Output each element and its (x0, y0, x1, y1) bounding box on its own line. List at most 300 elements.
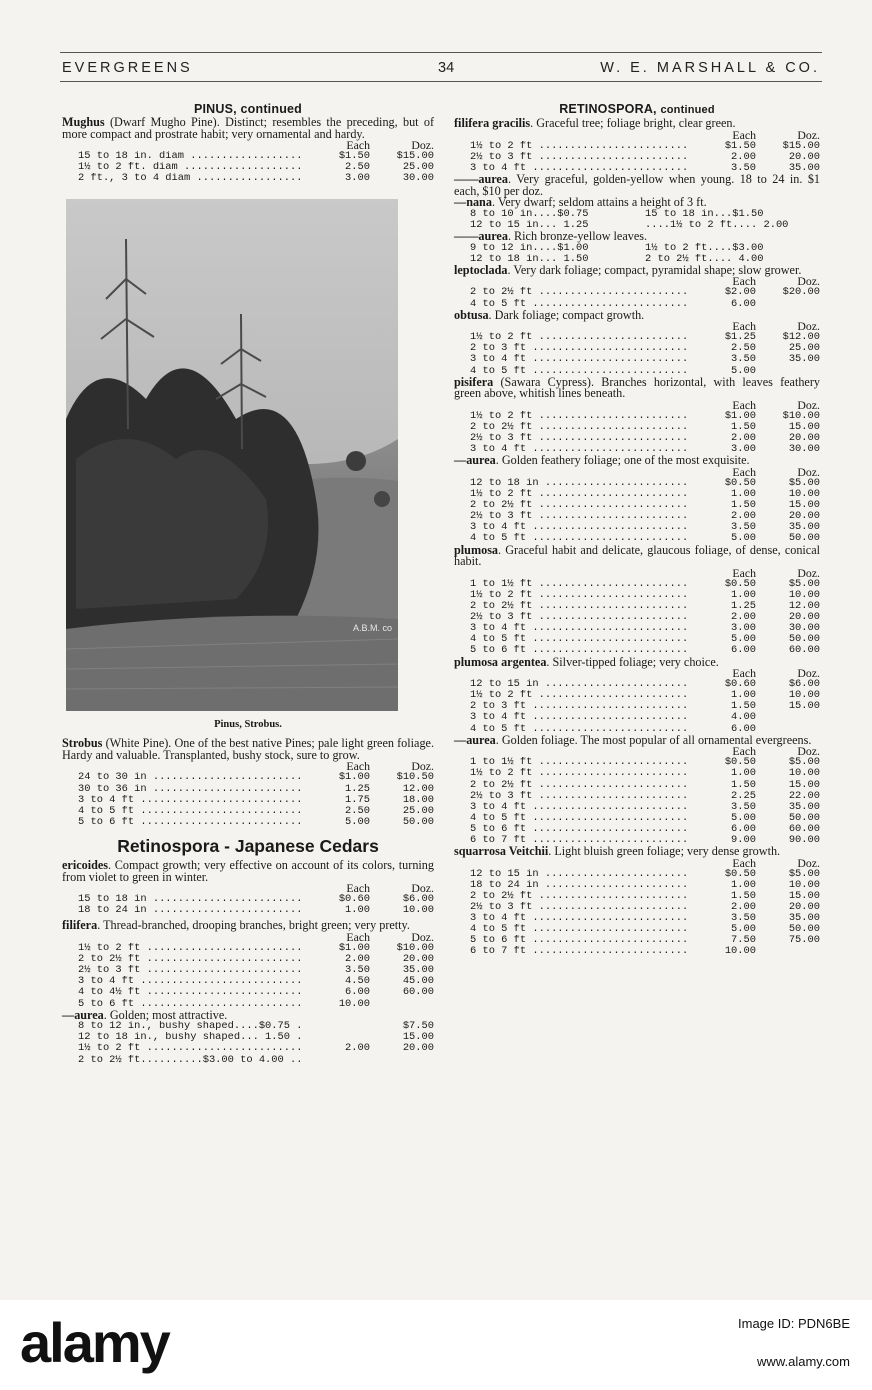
each-price: $2.00 (724, 287, 756, 299)
entry-filifera: filifera. Thread-branched, drooping branches, bright green; very pretty. (62, 918, 410, 933)
dozen-price: $20.00 (782, 287, 820, 299)
price-pair: 15 to 18 in...$1.50 (645, 208, 764, 220)
each-price: 2.00 (731, 151, 756, 163)
entry-desc: Light bluish green foliage; very dense growth. (554, 844, 781, 859)
each-price: 6.00 (731, 823, 756, 835)
size: 3 to 4 ft ..... (78, 795, 302, 806)
dozen-column-label: Doz. (411, 931, 434, 944)
size: 3 to 4 ft ..... (470, 354, 688, 365)
price-row (470, 579, 820, 590)
each-price: 6.00 (731, 298, 756, 310)
each-price: 4.00 (731, 712, 756, 724)
size: 3 to 4 ft ..... (78, 976, 302, 987)
entry-name: squarrosa Veitchii (454, 844, 549, 859)
dozen-price: 10.00 (788, 489, 820, 501)
dozen-price: 20.00 (788, 612, 820, 624)
size: 3 to 4 ft ..... (470, 913, 688, 924)
entry-desc: Golden; most attractive. (109, 1007, 228, 1022)
size: 6 to 7 ft ..... (470, 835, 688, 846)
price-row (78, 795, 434, 806)
size: 1 to 1½ ft ..... (470, 579, 688, 590)
each-price: 1.00 (345, 905, 370, 917)
each-price: 2.50 (731, 343, 756, 355)
dozen-price: 35.00 (788, 162, 820, 174)
entry-strobus (62, 738, 434, 761)
dozen-column-label: Doz. (797, 321, 820, 333)
price-row (470, 679, 820, 690)
dozen-price: $10.50 (396, 772, 434, 784)
dozen-price: 12.00 (788, 601, 820, 613)
price-row (78, 151, 434, 162)
price-row (470, 813, 820, 824)
price-row (470, 802, 820, 813)
entry-nana: —nana. Very dwarf; seldom attains a height of 3 ft. (454, 195, 707, 210)
price-pair: ....1½ to 2 ft.... 2.00 (645, 219, 789, 231)
size: 2½ to 3 ft ..... (470, 902, 688, 913)
entry-name: —aurea (454, 453, 496, 468)
each-price: 5.00 (731, 924, 756, 936)
size: 5 to 6 ft ..... (78, 999, 302, 1010)
price-row (470, 354, 820, 365)
size: 2 ft., 3 to 4 diam ..... (78, 173, 302, 184)
price-row (78, 987, 434, 998)
each-price: $1.25 (724, 332, 756, 344)
size: 4 to 5 ft ..... (470, 634, 688, 645)
each-price: 2.50 (345, 162, 370, 174)
each-price: 4.50 (345, 976, 370, 988)
price-header (470, 746, 820, 757)
price-header (470, 321, 820, 332)
each-price: 1.50 (731, 701, 756, 713)
entry-name: —aurea (62, 1007, 104, 1022)
dozen-price: 25.00 (402, 162, 434, 174)
price-row (470, 701, 820, 712)
size: 2 to 2½ ft ..... (470, 601, 688, 612)
price-header (78, 140, 434, 151)
size: 4 to 5 ft ..... (470, 924, 688, 935)
price-pair: 1½ to 2 ft....$3.00 (645, 242, 764, 254)
each-price: 2.50 (345, 805, 370, 817)
dozen-price (762, 946, 820, 957)
price-row (470, 511, 820, 522)
price-table (454, 276, 820, 309)
entry-desc: Golden feathery foliage; one of the most exquisite. (501, 453, 750, 468)
dozen-price: 30.00 (788, 623, 820, 635)
dozen-column-label: Doz. (797, 857, 820, 869)
price-row (470, 791, 820, 802)
size: 1 to 1½ ft ..... (470, 757, 688, 768)
dozen-price: 35.00 (788, 522, 820, 534)
size-column-label (470, 321, 688, 332)
entry-desc: (Dwarf Mugho Pine). Distinct; resembles the preceding, but of more compact and prostrate habit; very ornamental and hardy. (62, 115, 435, 141)
each-column-label: Each (732, 399, 756, 411)
stock-footer (0, 1300, 872, 1390)
price-row (470, 522, 820, 533)
each-column-label: Each (732, 746, 756, 758)
dozen-price: 60.00 (788, 823, 820, 835)
dozen-price: 20.00 (402, 1043, 434, 1055)
size: 1½ to 2 ft ..... (470, 489, 688, 500)
each-price: 3.50 (731, 162, 756, 174)
each-price (302, 1032, 376, 1043)
price-row (470, 489, 820, 500)
header-publisher: W. E. MARSHALL & CO. (600, 60, 820, 76)
price-row (78, 943, 434, 954)
size: 15 to 18 in ..... (78, 894, 302, 905)
entry-filifera-gracilis: filifera gracilis. Graceful tree; foliage bright, clear green. (454, 116, 736, 130)
price-row (470, 287, 820, 298)
each-price: 3.50 (731, 801, 756, 813)
price-row (470, 590, 820, 601)
price-table (454, 746, 820, 846)
each-price: $1.00 (338, 772, 370, 784)
entry-name: leptoclada (454, 262, 508, 277)
each-price: 3.50 (731, 522, 756, 534)
size: 2½ to 3 ft ..... (470, 612, 688, 623)
each-price: $0.50 (724, 478, 756, 489)
pine-photo-image (66, 199, 398, 711)
dozen-price: 10.00 (788, 690, 820, 702)
each-column-label: Each (346, 761, 370, 773)
size-column-label (470, 467, 688, 478)
dozen-price: 60.00 (402, 987, 434, 999)
size-column-label (470, 668, 688, 679)
price-row (78, 954, 434, 965)
price-table (454, 568, 820, 657)
entry-squarrosa: squarrosa Veitchii. Light bluish green foliage; very dense growth. (454, 844, 781, 859)
each-column-label: Each (732, 466, 756, 478)
each-price: 5.00 (345, 816, 370, 828)
size: 1½ to 2 ft ..... (470, 411, 688, 422)
size: 5 to 6 ft ..... (470, 645, 688, 656)
header-rule-bottom (60, 81, 822, 82)
dozen-price: 30.00 (402, 173, 434, 185)
price-pair: 8 to 10 in....$0.75 (470, 208, 589, 220)
price-row (470, 946, 820, 957)
each-price: 3.00 (731, 444, 756, 456)
size: 1½ to 2 ft. diam ..... (78, 162, 302, 173)
header-section: EVERGREENS (62, 60, 193, 76)
dozen-column-label: Doz. (411, 883, 434, 895)
price-header (470, 467, 820, 478)
each-price: $0.60 (338, 894, 370, 906)
dozen-column-label: Doz. (797, 129, 820, 141)
entry-name: Mughus (62, 115, 105, 129)
size: 3 to 4 ft ..... (470, 802, 688, 813)
each-price: 1.00 (731, 589, 756, 601)
price-row (470, 623, 820, 634)
price-row (470, 152, 820, 163)
size-column-label (470, 130, 688, 141)
running-header (62, 60, 820, 82)
photo-caption: Pinus, Strobus. (214, 718, 282, 730)
each-column-label: Each (346, 140, 370, 152)
dozen-price (376, 1055, 434, 1066)
dozen-column-label: Doz. (411, 761, 434, 773)
price-row (78, 894, 434, 905)
price-row (470, 902, 820, 913)
each-price: 6.00 (731, 645, 756, 657)
price-table (454, 130, 820, 174)
dozen-price: 25.00 (402, 805, 434, 817)
each-price: 2.00 (731, 433, 756, 445)
entry-desc: Very dwarf; seldom attains a height of 3 ft. (497, 195, 707, 210)
entry-name: plumosa (454, 542, 499, 557)
size: 1½ to 2 ft ..... (470, 768, 688, 779)
entry-name: plumosa argentea (454, 654, 547, 669)
each-price: $0.60 (724, 679, 756, 691)
size: 24 to 30 in ..... (78, 772, 302, 783)
each-price: $1.50 (338, 151, 370, 163)
dozen-price: 35.00 (788, 913, 820, 925)
price-row (470, 332, 820, 343)
each-price: 2.00 (731, 612, 756, 624)
dozen-price: 50.00 (788, 634, 820, 646)
size: 1½ to 2 ft ..... (78, 943, 302, 954)
right-column (454, 101, 820, 958)
size: 1½ to 2 ft ..... (470, 590, 688, 601)
each-price: 1.25 (731, 601, 756, 613)
dozen-price: 50.00 (788, 812, 820, 824)
dozen-price: 75.00 (788, 935, 820, 947)
entry-desc: Golden foliage. The most popular of all ornamental evergreens. (501, 732, 812, 747)
price-row (470, 411, 820, 422)
dozen-price (376, 999, 434, 1010)
price-row (470, 500, 820, 511)
dozen-price: 15.00 (788, 779, 820, 791)
photo-credit: A.B.M. co (352, 622, 392, 633)
entry-name: ——aurea (454, 171, 508, 186)
entry-filifera-aurea: —aurea. Golden; most attractive. (62, 1007, 228, 1022)
price-pair: 12 to 18 in... 1.50 (470, 253, 589, 265)
dozen-price: 25.00 (788, 343, 820, 355)
price-row (78, 1043, 434, 1054)
pine-photograph (66, 199, 398, 711)
price-row (78, 784, 434, 795)
size: 1½ to 2 ft ..... (470, 690, 688, 701)
each-price: $1.00 (338, 943, 370, 955)
each-price (302, 1055, 376, 1066)
size-column-label (470, 276, 688, 287)
each-price (302, 1021, 376, 1032)
each-price: 5.00 (731, 634, 756, 646)
each-price: 10.00 (724, 946, 756, 958)
dozen-price: $7.50 (402, 1021, 434, 1033)
size: 2 to 2½ ft ..... (470, 287, 688, 298)
size: 2½ to 3 ft ..... (470, 791, 688, 802)
heading-text: RETINOSPORA, (559, 102, 657, 116)
each-price: 3.00 (345, 173, 370, 185)
dozen-price: 10.00 (788, 589, 820, 601)
each-column-label: Each (346, 883, 370, 895)
each-price: $1.00 (724, 410, 756, 422)
each-column-label: Each (732, 276, 756, 288)
price-row (470, 869, 820, 880)
each-price: 5.00 (731, 533, 756, 545)
each-column-label: Each (346, 931, 370, 944)
price-row (470, 924, 820, 935)
size: 3 to 4 ft ..... (470, 623, 688, 634)
entry-name: —nana (454, 195, 492, 210)
dozen-price: 90.00 (788, 835, 820, 846)
dozen-price: 60.00 (788, 645, 820, 657)
entry-desc: (Sawara Cypress). Branches horizontal, with leaves feathery green above, whitish lines beneath. (454, 374, 820, 401)
dozen-column-label: Doz. (797, 567, 820, 579)
dozen-price: 35.00 (402, 965, 434, 977)
size: 2 to 2½ ft..........$3.00 to 4.00 ..... (78, 1055, 302, 1066)
entry-name: filifera gracilis (454, 116, 531, 130)
size: 5 to 6 ft ..... (470, 824, 688, 835)
size-column-label (470, 746, 688, 757)
price-row (470, 880, 820, 891)
size-column-label (78, 883, 302, 894)
price-row (470, 935, 820, 946)
each-price: 7.50 (731, 935, 756, 947)
size: 2 to 2½ ft ..... (470, 891, 688, 902)
dozen-price: 15.00 (788, 890, 820, 902)
entry-pisifera (454, 374, 820, 401)
size: 30 to 36 in ..... (78, 784, 302, 795)
price-table (62, 883, 434, 916)
entry-obtusa: obtusa. Dark foliage; compact growth. (454, 307, 645, 322)
size: 2½ to 3 ft ..... (78, 965, 302, 976)
price-row (78, 905, 434, 916)
price-table (454, 321, 820, 376)
dozen-price: $15.00 (396, 151, 434, 163)
size: 2½ to 3 ft ..... (470, 433, 688, 444)
each-price: 9.00 (731, 835, 756, 846)
dozen-price: 35.00 (788, 354, 820, 366)
size: 5 to 6 ft ..... (470, 935, 688, 946)
size: 2 to 2½ ft ..... (470, 422, 688, 433)
each-price: 1.50 (731, 422, 756, 434)
size: 8 to 12 in., bushy shaped....$0.75 ..... (78, 1021, 302, 1032)
price-row (78, 162, 434, 173)
dozen-price: 10.00 (788, 879, 820, 891)
size-column-label (470, 858, 688, 869)
size: 2 to 3 ft ..... (470, 701, 688, 712)
entry-name: pisifera (454, 374, 494, 389)
size-column-label (470, 400, 688, 411)
price-row (470, 690, 820, 701)
entry-name: filifera (62, 918, 98, 933)
price-header (470, 400, 820, 411)
dozen-price: 20.00 (788, 902, 820, 914)
price-row (470, 824, 820, 835)
dozen-price: 20.00 (788, 511, 820, 523)
entry-desc: Dark foliage; compact growth. (494, 307, 645, 322)
size: 1½ to 2 ft ..... (470, 141, 688, 152)
price-row (470, 634, 820, 645)
each-price: 2.00 (731, 902, 756, 914)
dozen-price: 15.00 (788, 500, 820, 512)
each-price: 1.25 (345, 783, 370, 795)
stock-url: www.alamy.com (757, 1354, 850, 1369)
each-price: 5.00 (731, 812, 756, 824)
entry-desc: Thread-branched, drooping branches, bright green; very pretty. (103, 918, 410, 933)
price-row (470, 780, 820, 791)
dozen-price: 10.00 (788, 768, 820, 780)
price-row (470, 433, 820, 444)
price-table (454, 668, 820, 735)
price-pair: 12 to 15 in... 1.25 (470, 219, 589, 231)
size: 3 to 4 ft ..... (470, 522, 688, 533)
size: 12 to 18 in., bushy shaped... 1.50 ..... (78, 1032, 302, 1043)
entry-leptoclada: leptoclada. Very dark foliage; compact, pyramidal shape; slow grower. (454, 262, 802, 277)
price-row (470, 343, 820, 354)
each-price: 2.00 (345, 1043, 370, 1055)
size: 4 to 5 ft ..... (470, 299, 688, 310)
price-row (470, 891, 820, 902)
each-price: 10.00 (338, 998, 370, 1010)
retinospora-heading: Retinospora - Japanese Cedars (117, 835, 379, 856)
dozen-price (762, 712, 820, 723)
price-table (454, 858, 820, 958)
price-table (454, 400, 820, 455)
entry-nana-aurea: ——aurea. Rich bronze-yellow leaves. (454, 228, 648, 243)
price-table (62, 140, 434, 184)
price-table (62, 761, 434, 828)
size: 4 to 4½ ft ..... (78, 987, 302, 998)
size-column-label (78, 932, 302, 943)
each-price: 1.00 (731, 879, 756, 891)
entry-name: ericoides (62, 857, 109, 872)
size: 2½ to 3 ft ..... (470, 152, 688, 163)
dozen-price: 22.00 (788, 790, 820, 802)
size-column-label (470, 568, 688, 579)
dozen-price: 50.00 (402, 816, 434, 828)
entry-desc: Graceful habit and delicate, glaucous foliage, of dense, conical habit. (454, 542, 821, 569)
price-row (78, 1032, 434, 1043)
entry-desc: Graceful tree; foliage bright, clear green. (536, 116, 736, 130)
size-column-label (78, 140, 302, 151)
price-pair: 2 to 2½ ft.... 4.00 (645, 253, 764, 265)
price-row (470, 913, 820, 924)
price-header (470, 130, 820, 141)
each-price: 2.25 (731, 790, 756, 802)
price-row (470, 712, 820, 723)
each-price: 1.00 (731, 489, 756, 501)
price-table (454, 467, 820, 545)
dozen-price: 35.00 (788, 801, 820, 813)
price-row (470, 141, 820, 152)
size: 4 to 5 ft ..... (470, 724, 688, 735)
each-price: 1.50 (731, 779, 756, 791)
each-price: 1.50 (731, 890, 756, 902)
dozen-price: $6.00 (788, 679, 820, 691)
price-pair: 9 to 12 in....$1.00 (470, 242, 589, 254)
price-row (470, 601, 820, 612)
entry-ericoides: ericoides. Compact growth; very effective on account of its colors, turning from violet to green in winter. (62, 857, 434, 884)
price-header (470, 668, 820, 679)
entry-name: obtusa (454, 307, 489, 322)
each-price: 2.00 (731, 511, 756, 523)
dozen-price: 15.00 (788, 701, 820, 713)
size: 1½ to 2 ft ..... (470, 332, 688, 343)
entry-desc: Very graceful, golden-yellow when young. 18 to 24 in. $1 each, $10 per doz. (454, 171, 821, 198)
each-price: $0.50 (724, 757, 756, 769)
dozen-price: $5.00 (788, 578, 820, 590)
size: 6 to 7 ft ..... (470, 946, 688, 957)
dozen-price: $5.00 (788, 478, 820, 489)
dozen-column-label: Doz. (797, 466, 820, 478)
price-row (470, 422, 820, 433)
dozen-price: 30.00 (788, 444, 820, 456)
entry-pisifera-aurea: —aurea. Golden feathery foliage; one of the most exquisite. (454, 453, 750, 468)
each-price: 1.00 (731, 768, 756, 780)
size: 2½ to 3 ft ..... (470, 511, 688, 522)
price-row (470, 478, 820, 489)
